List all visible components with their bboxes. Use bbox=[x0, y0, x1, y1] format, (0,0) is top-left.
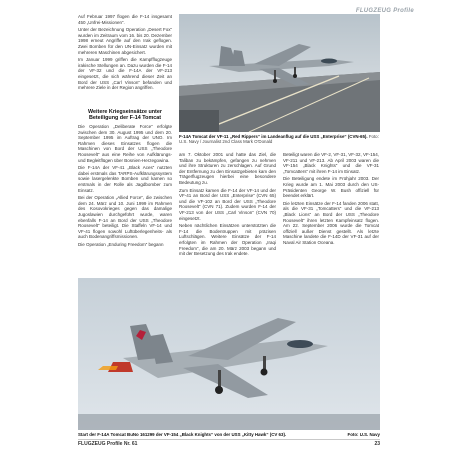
article-column-2 bbox=[179, 152, 276, 276]
paragraph: Die Operation „Enduring Freedom“ begann bbox=[78, 241, 164, 247]
photo-caption-top bbox=[179, 134, 380, 150]
photo-credit-bottom: Foto: U.S. Navy bbox=[347, 432, 380, 437]
footer-magazine-title: FLUGZEUG Profile Nr. 61 bbox=[78, 441, 138, 447]
photo-takeoff bbox=[78, 278, 380, 430]
paragraph: Die Operation „Deliberate Force“ erfolgte zwischen dem 30. August 1995 und dem 20. September 1995 im Auftrag der UNO. Im Rahmen dieses Einsatzes flogen die Maschinen von Bord der USS „Theodore Roosevelt“ aus eine Reihe von Aufklärungs- und Begleitflügen über Bosnien-Herzegowina. bbox=[78, 124, 172, 163]
paragraph: Neben nächtlichen Einsätzen unterstützten die F-14 die Bodentruppen mit präzisen Luftschlägen. Weitere Einsätze der F-14 erfolgten im Rahmen der Operation „Iraqi Freedom“, die am 20. März 2003 begann und mit der Besetzung des Irak endete. bbox=[179, 223, 276, 257]
paragraph: Zum Einsatz kamen die F-14 der VF-14 und der VF-41 an Bord der USS „Enterprise“ (CVN 65) und die VF-102 an Bord der USS „Theodore Roosevelt“ (CVN 71). Zudem wurden F-14 der VF-213 von der USS „Carl Vinson“ (CVN 70) eingesetzt. bbox=[179, 187, 276, 221]
article-column-1 bbox=[78, 14, 172, 104]
deck-equipment bbox=[179, 110, 219, 132]
photo-credit: Foto: U.S. Navy / Journalist 2nd Class Mark O'Donald bbox=[179, 134, 379, 145]
carrier-landing-illustration bbox=[179, 14, 380, 132]
running-head: FLUGZEUG Profile bbox=[355, 8, 414, 14]
paragraph: Die letzten Einsätze der F-14 fanden 2006 statt, als die VF-31 „Tomcatters“ und die VF-213 „Black Lions“ an Bord der USS „Theodore Roosevelt“ ihren letzten Kampfeinsatz flogen. Am 22. September 2006 wurde die Tomcat offiziell außer Dienst gestellt. Als letzte Maschine landete die F-14D der VF-31 auf der Naval Air Station Oceana. bbox=[283, 200, 379, 245]
paragraph: Unter der Bezeichnung Operation „Desert Fox“ wurden im Zeitraum vom 16. bis 20. Dezember 1998 erneut Angriffe auf den Irak geflogen. Zwei Bomben für den UN-Einsatz wurden mit mehreren Maschinen abgesichert. bbox=[78, 27, 172, 55]
paragraph: Die Beteiligung endete im Frühjahr 2003. Der Krieg wurde am 1. Mai 2003 durch den US-Präsidenten George W. Bush offiziell für beendet erklärt. bbox=[283, 176, 379, 199]
takeoff-illustration bbox=[78, 278, 380, 430]
paragraph: Beteiligt waren die VF-2, VF-31, VF-32, VF-154, VF-211 und VF-213. Ab April 2003 waren die VF-154 „Black Knights“ und die VF-31 „Tomcatters“ mit ihren F-14 im Einsatz. bbox=[283, 152, 379, 174]
sea-haze bbox=[78, 414, 380, 430]
footer-rule bbox=[78, 439, 380, 440]
photo-caption-bottom: Start der F-14A Tomcat BuNo 161299 der VF-154 „Black Knights“ von der USS „Kitty Hawk“ (CV 63). bbox=[78, 432, 287, 437]
paragraph: Bei der Operation „Allied Force“, die zwischen dem 24. März und 10. Juni 1999 im Rahmen des Kosovokrieges gegen das damalige Jugoslawien durchgeführt wurde, waren ebenfalls F-14 an Bord der USS „Theodore Roosevelt“ beteiligt. Die Staffeln VF-14 und VF-41 flogen sowohl Luftüberlegenheits- als auch Bodenangriffsmissionen. bbox=[78, 195, 172, 240]
paragraph: am 7. Oktober 2001 und hatte das Ziel, die Taliban zu bekämpfen, gefangen zu nehmen und ihre Strukturen zu zerschlagen. Auf Grund der Entfernung zu den Einsatzgebieten kam den Trägerflugzeugen hierbei eine besondere Bedeutung zu. bbox=[179, 152, 276, 185]
article-column-1-continued bbox=[78, 104, 172, 272]
page-number: 23 bbox=[374, 441, 380, 447]
article-column-3 bbox=[283, 152, 379, 276]
section-heading: Weitere Kriegseinsätze unter Beteiligung der F-14 Tomcat bbox=[88, 109, 162, 121]
paragraph: Auf Februar 1997 flogen die F-14 insgesamt 450 „Unfrei-Missionen“. bbox=[78, 14, 172, 25]
caption-text: F-14A Tomcat der VF-11 „Red Rippers“ im Landeanflug auf die USS „Enterprise“ (CVN-65). bbox=[179, 134, 368, 139]
photo-carrier-landing bbox=[179, 14, 380, 132]
paragraph: Im Januar 1999 griffen die Kampfflugzeuge irakische Stellungen an. Dazu wurden die F-14 der VF-32 und die F-14A der VF-213 eingesetzt, die sich während dieser Zeit an Bord der USS „Carl Vinson“ befanden und mehrere Ziele in der Region angriffen. bbox=[78, 57, 172, 91]
paragraph: Die F-14A der VF-41 „Black Aces“ nutzten dabei erstmals das TARPS-Aufklärungssystem sowie lasergelenkte Bomben und kamen so erstmals in der Rolle als Jagdbomber zum Einsatz. bbox=[78, 165, 172, 193]
